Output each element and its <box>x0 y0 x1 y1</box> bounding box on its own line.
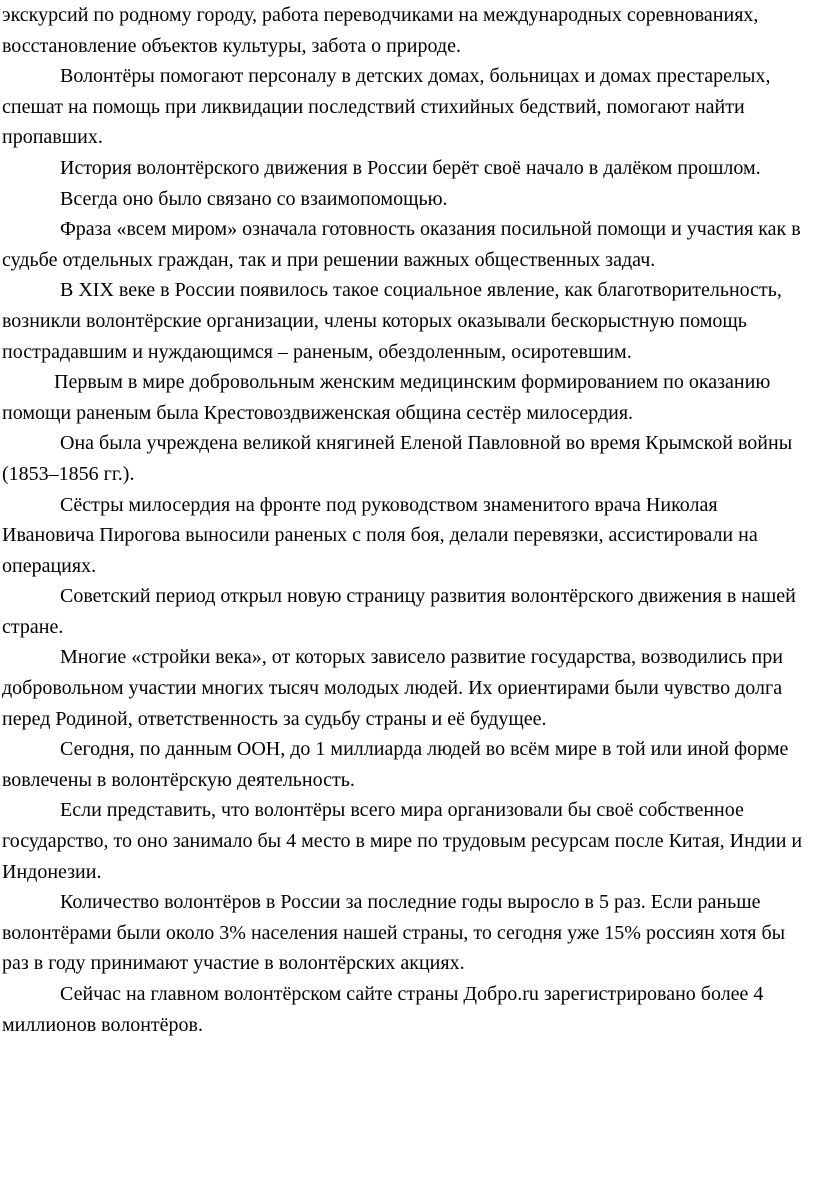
paragraph-sisters-of-mercy: Сёстры милосердия на фронте под руководством знаменитого врача Николая Ивановича Пирогова выносили раненых с поля боя, делали перевязки, ассистировали на операциях. <box>2 493 758 577</box>
paragraph-phrase-whole-world: Фраза «всем миром» означала готовность оказания посильной помощи и участия как в судьбе отдельных граждан, так и при решении важных общественных задач. <box>2 218 801 271</box>
paragraph-dobro-ru: Сейчас на главном волонтёрском сайте страны Добро.ru зарегистрировано более 4 миллионов волонтёров. <box>2 983 764 1036</box>
paragraph-soviet-period: Советский период открыл новую страницу развития волонтёрского движения в нашей стране. <box>2 585 796 638</box>
paragraph-volunteer-growth: Количество волонтёров в России за последние годы выросло в 5 раз. Если раньше волонтёрами были около 3% населения нашей страны, то сегодня уже 15% россиян хотя бы раз в году принимают участие в волонтёрских акциях. <box>2 891 786 975</box>
paragraph-history-origin: История волонтёрского движения в России берёт своё начало в далёком прошлом. <box>60 156 761 179</box>
paragraph-continuation: экскурсий по родному городу, работа переводчиками на международных соревнованиях, восстановление объектов культуры, забота о природе. <box>2 4 759 57</box>
paragraph-construction-projects: Многие «стройки века», от которых зависело развитие государства, возводились при добровольном участии многих тысяч молодых людей. Их ориентирами были чувство долга перед Родиной, ответственность за судьбу страны и её будущее. <box>2 646 783 730</box>
paragraph-founding: Она была учреждена великой княгиней Еленой Павловной во время Крымской войны (1853–1856 гг.). <box>2 432 793 485</box>
paragraph-volunteer-state: Если представить, что волонтёры всего мира организовали бы своё собственное государство, то оно занимало бы 4 место в мире по трудовым ресурсам после Китая, Индии и Индонезии. <box>2 799 803 883</box>
paragraph-first-medical-formation: Первым в мире добровольным женским медицинским формированием по оказанию помощи раненым была Крестовоздвиженская община сестёр милосердия. <box>2 371 771 424</box>
paragraph-19th-century: В XIX веке в России появилось такое социальное явление, как благотворительность, возникли волонтёрские организации, члены которых оказывали бескорыстную помощь пострадавшим и нуждающимся – раненым, обездоленным, осиротевшим. <box>2 279 782 363</box>
paragraph-un-data: Сегодня, по данным ООН, до 1 миллиарда людей во всём мире в той или иной форме вовлечены в волонтёрскую деятельность. <box>2 738 789 791</box>
paragraph-mutual-aid: Всегда оно было связано со взаимопомощью. <box>60 187 448 210</box>
paragraph-volunteers-help: Волонтёры помогают персоналу в детских домах, больницах и домах престарелых, спешат на помощь при ликвидации последствий стихийных бедствий, помогают найти пропавших. <box>2 65 771 149</box>
